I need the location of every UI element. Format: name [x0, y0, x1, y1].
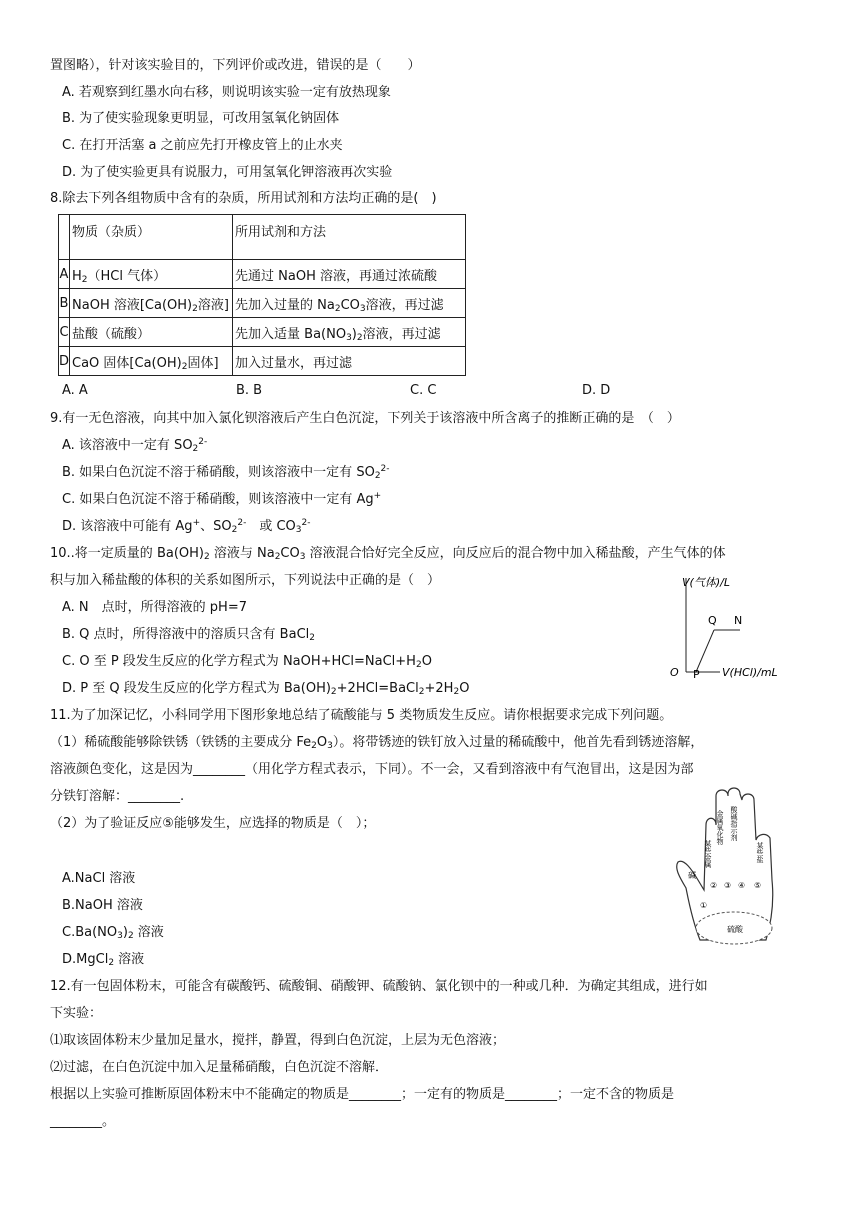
q10-stem-1: 10..将一定质量的 $Ba(OH)_2$ 溶液与 $Na_2CO_3$ 溶液混合恰好完全反应，向反应后的混合物中加入稀盐酸，产生气体的体 — [50, 546, 726, 562]
table-header-substance: 物质（杂质） — [70, 215, 233, 260]
q10-option-a: A. N 点时，所得溶液的 pH=7 — [62, 600, 247, 615]
hand-finger-4: 某些盐 — [756, 842, 764, 863]
q11-option-a: A.NaCl 溶液 — [62, 871, 136, 886]
row-method: 先加入过量的 $Na_2CO_3$溶液，再过滤 — [233, 289, 466, 318]
q12-stem-2: 下实验： — [50, 1006, 103, 1021]
q10-stem-2: 积与加入稀盐酸的体积的关系如图所示，下列说法中正确的是（ ） — [50, 573, 441, 588]
q11-option-c: $C.Ba(NO_3)_2$ 溶液 — [62, 925, 164, 941]
q8-table — [58, 214, 466, 376]
row-method: 先通过 NaOH 溶液，再通过浓硫酸 — [233, 260, 466, 289]
table-row — [59, 347, 466, 376]
row-substance: NaOH 溶液[$Ca(OH)_2$溶液] — [70, 289, 233, 318]
graph-origin: O — [670, 666, 679, 679]
graph-x-label: V(HCl)/mL — [722, 666, 778, 679]
q8-option-d: D. D — [582, 383, 611, 398]
q7-option-c: C. 在打开活塞 a 之前应先打开橡皮管上的止水夹 — [62, 138, 343, 153]
hand-circle-2: ② — [710, 881, 718, 890]
table-header-method: 所用试剂和方法 — [233, 215, 466, 260]
hand-circle-5: ⑤ — [754, 881, 762, 890]
q10-option-c: C. O 至 P 段发生反应的化学方程式为 $NaOH+HCl=NaCl+H_2O$ — [62, 654, 432, 670]
q8-option-a: A. A — [62, 383, 88, 398]
graph-point-p: P — [693, 668, 700, 681]
q9-stem: 9.有一无色溶液，向其中加入氯化钡溶液后产生白色沉淀，下列关于该溶液中所含离子的推断正确的是 （ ） — [50, 411, 680, 426]
q11-part1-line3: 分铁钉溶解：________. — [50, 789, 185, 804]
hand-thumb-label: 碱 — [688, 871, 696, 880]
hand-finger-1: 某些金属 — [704, 840, 712, 868]
table-corner — [59, 215, 70, 260]
sulfuric-acid-hand-diagram — [670, 780, 805, 962]
q7-option-d: D. 为了使实验更具有说服力，可用氢氧化钾溶液再次实验 — [62, 165, 393, 180]
q12-step-1: ⑴取该固体粉末少量加足量水，搅拌，静置，得到白色沉淀，上层为无色溶液； — [50, 1033, 506, 1048]
row-substance: CaO 固体[$Ca(OH)_2$固体] — [70, 347, 233, 376]
q7-option-b: B. 为了使实验现象更明显，可改用氢氧化钠固体 — [62, 111, 340, 126]
q12-stem-1: 12.有一包固体粉末，可能含有碳酸钙、硫酸铜、硝酸钾、硫酸钠、氯化钡中的一种或几种．为确定其组成，进行如 — [50, 979, 708, 994]
q9-option-b: B. 如果白色沉淀不溶于稀硝酸，则该溶液中一定有 $SO_2^{2-}$ — [62, 464, 390, 481]
q11-part1-line2: 溶液颜色变化，这是因为________（用化学方程式表示，下同）。不一会，又看到溶液中有气泡冒出，这是因为部 — [50, 762, 694, 777]
hand-circle-4: ④ — [738, 881, 746, 890]
hand-palm-label: 硫酸 — [727, 925, 743, 934]
q11-part2: （2）为了验证反应⑤能够发生，应选择的物质是（ ）； — [50, 816, 376, 831]
q12-step-2: ⑵过滤，在白色沉淀中加入足量稀硝酸，白色沉淀不溶解． — [50, 1060, 389, 1075]
q10-option-d: D. P 至 Q 段发生反应的化学方程式为 $Ba(OH)_2+2HCl=BaCl_2+2H_2O$ — [62, 681, 470, 697]
q10-graph — [660, 570, 795, 685]
table-row — [59, 318, 466, 347]
q11-option-d: D.MgCl$_2$ 溶液 — [62, 952, 145, 968]
hand-circle-1: ① — [700, 901, 708, 910]
row-key: B — [59, 289, 70, 318]
q11-part1-line1: （1）稀硫酸能够除铁锈（铁锈的主要成分 $Fe_2O_3$）。将带锈迹的铁钉放入过量的稀硫酸中，他首先看到锈迹溶解， — [50, 735, 704, 751]
graph-y-label: V(气体)/L — [682, 576, 730, 589]
q8-option-c: C. C — [410, 383, 437, 398]
table-row — [59, 260, 466, 289]
q8-option-b: B. B — [236, 383, 263, 398]
q12-question-end: ________。 — [50, 1114, 116, 1129]
hand-finger-2: 金属氧化物 — [716, 810, 724, 845]
hand-circle-3: ③ — [724, 881, 732, 890]
row-method: 先加入适量 $Ba(NO_3)_2$溶液，再过滤 — [233, 318, 466, 347]
q10-option-b: B. Q 点时，所得溶液中的溶质只含有 BaCl$_2$ — [62, 627, 315, 643]
row-key: A — [59, 260, 70, 289]
graph-point-q: Q — [708, 614, 717, 627]
q12-question: 根据以上实验可推断原固体粉末中不能确定的物质是________；一定有的物质是________；一定不含的物质是 — [50, 1087, 675, 1102]
hand-finger-3: 酸碱指示剂 — [730, 806, 738, 841]
q11-stem: 11.为了加深记忆，小科同学用下图形象地总结了硫酸能与 5 类物质发生反应。请你根据要求完成下列问题。 — [50, 708, 673, 723]
row-key: C — [59, 318, 70, 347]
graph-point-n: N — [734, 614, 743, 627]
q9-option-d: D. 该溶液中可能有 Ag+、$SO_2^{2-}$ 或 $CO_3^{2-}$ — [62, 518, 311, 535]
q7-stem-tail: 置图略），针对该实验目的，下列评价或改进，错误的是（ ） — [50, 58, 421, 73]
row-method: 加入过量水，再过滤 — [233, 347, 466, 376]
q8-stem: 8.除去下列各组物质中含有的杂质，所用试剂和方法均正确的是( ) — [50, 191, 437, 206]
q7-option-a: A. 若观察到红墨水向右移，则说明该实验一定有放热现象 — [62, 85, 391, 100]
row-substance: 盐酸（硫酸） — [70, 318, 233, 347]
q11-option-b: B.NaOH 溶液 — [62, 898, 143, 913]
table-row — [59, 289, 466, 318]
q9-option-a: A. 该溶液中一定有 $SO_2^{2-}$ — [62, 437, 208, 454]
q9-option-c: C. 如果白色沉淀不溶于稀硝酸，则该溶液中一定有 Ag+ — [62, 491, 382, 507]
row-key: D — [59, 347, 70, 376]
row-substance: $H_2(HCl$ 气体） — [70, 260, 233, 289]
